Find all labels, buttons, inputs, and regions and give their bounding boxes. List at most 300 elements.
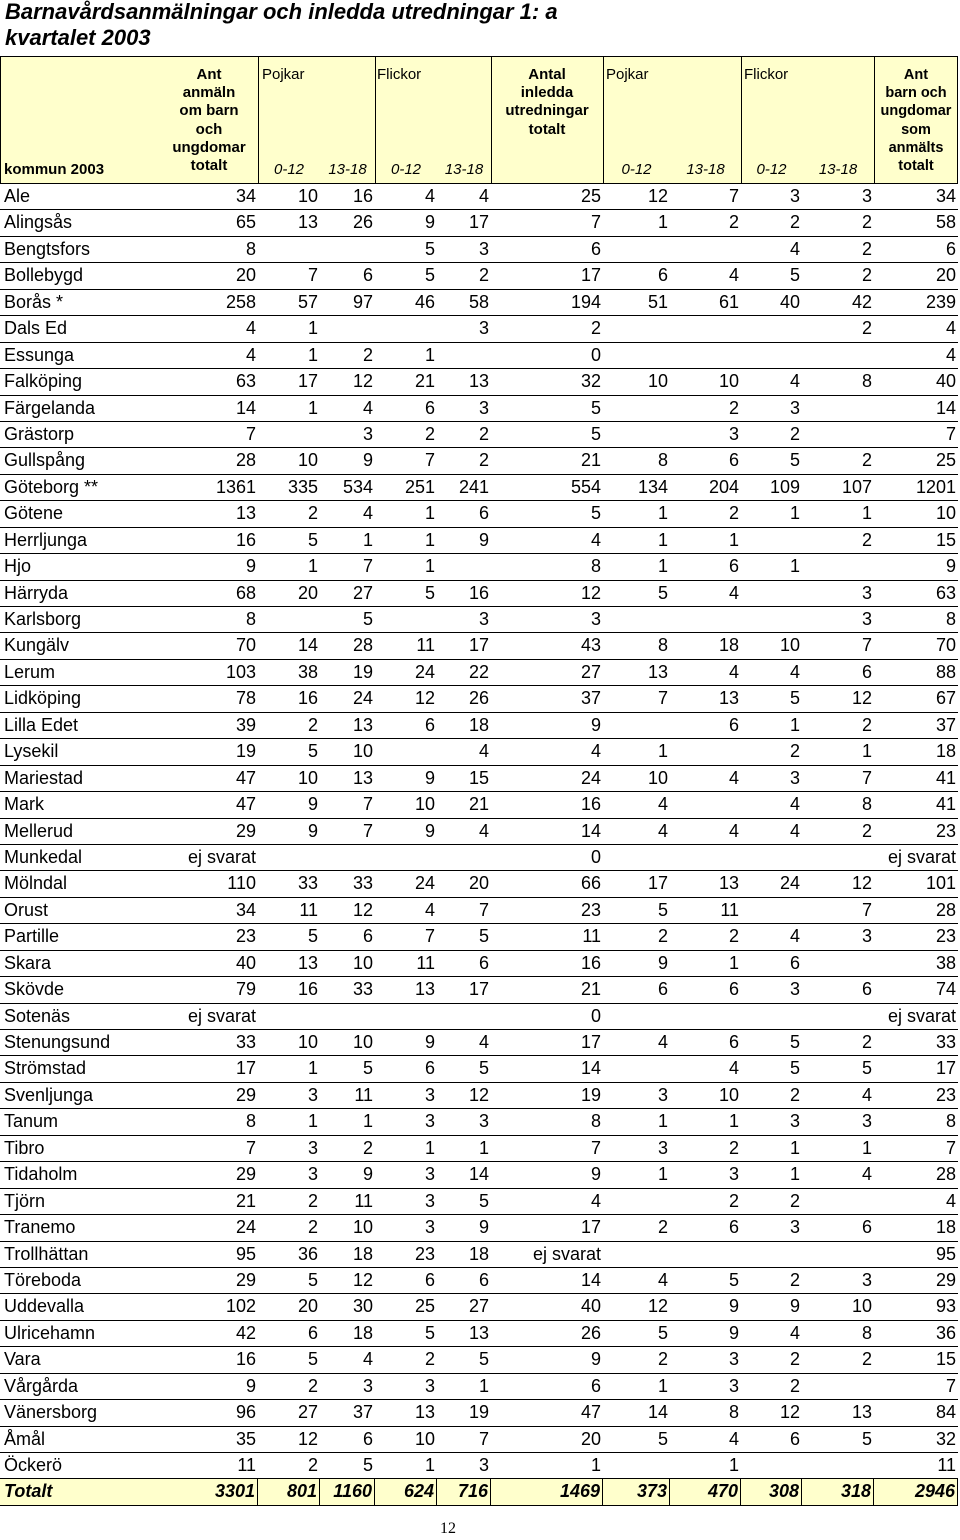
reports-girls-13-18-cell: 2	[478, 265, 489, 286]
investigations-girls-0-12-cell: 9	[789, 1296, 800, 1317]
reports-total-cell: 29	[235, 1084, 256, 1105]
children-reported-total-cell: 101	[925, 873, 956, 894]
investigations-boys-0-12-cell: 4	[657, 1269, 668, 1290]
investigations-boys-0-12-cell: 8	[657, 635, 668, 656]
reports-boys-13-18-cell: 7	[362, 794, 373, 815]
children-reported-total-cell: 38	[935, 952, 956, 973]
investigations-girls-0-12-cell: 109	[769, 476, 800, 497]
reports-girls-13-18-cell: 9	[478, 1217, 489, 1238]
children-reported-total-cell: 63	[935, 582, 956, 603]
investigations-girls-13-18-cell: 2	[861, 714, 872, 735]
children-reported-total-cell: ej svarat	[887, 1005, 956, 1026]
reports-girls-13-18-cell: 6	[478, 952, 489, 973]
table-row	[0, 237, 958, 263]
municipality-cell: Hjo	[4, 556, 32, 577]
investigations-boys-13-18-cell	[670, 316, 741, 341]
investigations-boys-0-12-cell: 7	[657, 688, 668, 709]
investigations-total-cell: 5	[590, 397, 601, 418]
investigations-total-cell: 4	[590, 741, 601, 762]
municipality-cell: Falköping	[4, 371, 83, 392]
table-row	[0, 819, 958, 845]
children-reported-total-cell: 18	[935, 1217, 956, 1238]
children-reported-total-cell: 41	[935, 767, 956, 788]
reports-boys-0-12-cell: 14	[297, 635, 318, 656]
reports-total-cell: 4	[245, 344, 256, 365]
reports-boys-13-18-cell: 24	[352, 688, 373, 709]
investigations-total-cell: 0	[590, 846, 601, 867]
table-row	[0, 951, 958, 977]
investigations-girls-13-18-cell: 6	[861, 1217, 872, 1238]
municipality-cell: Mölndal	[4, 873, 68, 894]
reports-girls-0-12-cell: 21	[414, 371, 435, 392]
investigations-girls-0-12-cell: 3	[789, 979, 800, 1000]
reports-girls-0-12-cell	[375, 1004, 437, 1029]
reports-girls-13-18-cell: 16	[468, 582, 489, 603]
investigations-girls-13-18-cell: 10	[851, 1296, 872, 1317]
children-reported-total-cell: 67	[935, 688, 956, 709]
investigations-total-cell: 26	[580, 1322, 601, 1343]
reports-boys-0-12-cell: 1	[307, 1111, 318, 1132]
investigations-boys-0-12-cell: 3	[657, 1084, 668, 1105]
reports-girls-0-12-cell: 1	[424, 529, 435, 550]
reports-boys-0-12-cell: 16	[297, 688, 318, 709]
header-children-total: Ant barn och ungdomar som anmälts totalt	[880, 67, 952, 175]
reports-girls-13-18-cell: 2	[478, 423, 489, 444]
children-reported-total-cell: 15	[935, 1349, 956, 1370]
reports-boys-0-12-cell: 20	[297, 582, 318, 603]
children-reported-total-cell: 25	[935, 450, 956, 471]
children-reported-total-cell: 15	[935, 529, 956, 550]
investigations-total-cell: 194	[570, 291, 601, 312]
reports-girls-0-12-cell: 7	[424, 450, 435, 471]
investigations-boys-0-12-cell: 9	[657, 952, 668, 973]
reports-girls-0-12-cell: 3	[424, 1217, 435, 1238]
reports-girls-13-18-cell: 58	[468, 291, 489, 312]
children-reported-total-cell: 20	[935, 265, 956, 286]
investigations-girls-0-12-cell: 4	[789, 661, 800, 682]
investigations-boys-13-18-cell: 1	[728, 529, 739, 550]
reports-total-cell: 8	[245, 609, 256, 629]
reports-girls-0-12-cell: 24	[414, 661, 435, 682]
reports-boys-13-18-cell: 1	[362, 1111, 373, 1132]
reports-boys-13-18-cell: 10	[352, 952, 373, 973]
reports-girls-13-18-cell: 3	[478, 318, 489, 339]
municipality-cell: Gullspång	[4, 450, 86, 471]
reports-girls-13-18-cell: 716	[437, 1479, 491, 1504]
table-row	[0, 501, 958, 527]
investigations-boys-0-12-cell	[603, 422, 670, 447]
reports-total-cell: 40	[235, 952, 256, 973]
investigations-boys-13-18-cell: 4	[728, 582, 739, 603]
children-reported-total-cell: 93	[935, 1296, 956, 1317]
table-row	[0, 554, 958, 580]
reports-girls-0-12-cell: 5	[424, 238, 435, 259]
reports-total-cell: 96	[235, 1402, 256, 1423]
reports-boys-13-18-cell: 9	[362, 450, 373, 471]
municipality-cell: Grästorp	[4, 423, 75, 444]
investigations-girls-13-18-cell: 2	[861, 212, 872, 233]
reports-girls-0-12-cell: 9	[424, 1032, 435, 1052]
reports-boys-0-12-cell: 3	[307, 1084, 318, 1105]
reports-girls-0-12-cell: 23	[414, 1243, 435, 1264]
reports-girls-13-18-cell: 5	[478, 1349, 489, 1370]
table-row	[0, 1347, 958, 1373]
table-row	[0, 1400, 958, 1426]
investigations-girls-13-18-cell: 1	[861, 1137, 872, 1158]
investigations-girls-13-18-cell: 13	[851, 1402, 872, 1423]
investigations-boys-0-12-cell: 5	[657, 899, 668, 920]
table-row	[0, 290, 958, 316]
investigations-boys-13-18-cell: 11	[720, 899, 739, 920]
table-row	[0, 871, 958, 897]
reports-boys-13-18-cell: 97	[352, 291, 373, 312]
investigations-boys-0-12-cell: 4	[657, 1032, 668, 1052]
investigations-boys-13-18-cell	[670, 1004, 741, 1029]
municipality-cell: Kungälv	[4, 635, 70, 656]
reports-total-cell: 35	[235, 1428, 256, 1449]
reports-total-cell: ej svarat	[187, 1005, 256, 1026]
reports-girls-0-12-cell: 6	[424, 1269, 435, 1290]
investigations-boys-13-18-cell: 13	[718, 873, 739, 894]
investigations-total-cell: 4	[590, 1190, 601, 1211]
investigations-girls-13-18-cell: 4	[861, 1164, 872, 1185]
reports-boys-0-12-cell	[258, 237, 320, 262]
children-reported-total-cell: 18	[935, 741, 956, 762]
children-reported-total-cell: 2946	[874, 1479, 958, 1504]
investigations-boys-13-18-cell: 18	[718, 635, 739, 656]
investigations-girls-0-12-cell	[741, 581, 802, 606]
investigations-girls-0-12-cell: 2	[789, 1269, 800, 1290]
reports-girls-13-18-cell: 5	[478, 926, 489, 947]
document-title: Barnavårdsanmälningar och inledda utredningar 1: a kvartalet 2003	[5, 0, 558, 50]
table-row	[0, 898, 958, 924]
reports-boys-13-18-cell: 4	[362, 503, 373, 524]
reports-total-cell: 8	[245, 238, 256, 259]
investigations-girls-13-18-cell: 2	[861, 1349, 872, 1370]
investigations-girls-0-12-cell: 3	[789, 397, 800, 418]
table-row	[0, 1004, 958, 1030]
reports-total-cell: ej svarat	[187, 846, 256, 867]
investigations-boys-0-12-cell	[603, 316, 670, 341]
reports-boys-13-18-cell	[320, 845, 375, 870]
reports-boys-0-12-cell: 5	[307, 1349, 318, 1370]
header-age-13-18: 13-18	[444, 161, 484, 178]
reports-boys-13-18-cell: 27	[352, 582, 373, 603]
municipality-cell: Partille	[4, 926, 60, 947]
reports-girls-0-12-cell: 3	[424, 1164, 435, 1185]
reports-girls-0-12-cell: 1	[424, 344, 435, 365]
investigations-girls-13-18-cell: 3	[861, 609, 872, 629]
reports-girls-0-12-cell: 4	[424, 186, 435, 206]
investigations-boys-13-18-cell: 8	[728, 1402, 739, 1423]
investigations-total-cell: 25	[580, 186, 601, 206]
municipality-cell: Härryda	[4, 582, 69, 603]
reports-boys-13-18-cell: 18	[352, 1322, 373, 1343]
investigations-boys-0-12-cell: 1	[657, 212, 668, 233]
reports-total-cell: 9	[245, 556, 256, 577]
reports-total-cell: 4	[245, 318, 256, 339]
reports-total-cell: 29	[235, 1164, 256, 1185]
table-row	[0, 739, 958, 765]
municipality-cell: Mellerud	[4, 820, 74, 841]
table-row	[0, 633, 958, 659]
table-row	[0, 845, 958, 871]
reports-boys-0-12-cell: 13	[297, 952, 318, 973]
investigations-total-cell: 14	[580, 1269, 601, 1290]
reports-total-cell: 29	[235, 1269, 256, 1290]
reports-total-cell: 110	[227, 873, 256, 894]
reports-total-cell: 39	[235, 714, 256, 735]
investigations-total-cell: 5	[590, 503, 601, 524]
reports-total-cell: 95	[235, 1243, 256, 1264]
reports-boys-0-12-cell: 33	[297, 873, 318, 894]
investigations-girls-13-18-cell	[802, 1374, 874, 1399]
reports-boys-13-18-cell: 37	[352, 1402, 373, 1423]
reports-boys-13-18-cell: 2	[362, 344, 373, 365]
investigations-girls-13-18-cell: 3	[861, 582, 872, 603]
reports-girls-13-18-cell: 26	[468, 688, 489, 709]
municipality-cell: Vänersborg	[4, 1402, 98, 1423]
children-reported-total-cell: 88	[935, 661, 956, 682]
reports-girls-0-12-cell: 251	[404, 476, 435, 497]
investigations-total-cell: 9	[590, 714, 601, 735]
children-reported-total-cell: ej svarat	[887, 846, 956, 867]
reports-boys-13-18-cell: 18	[352, 1243, 373, 1264]
investigations-boys-0-12-cell: 10	[647, 371, 668, 392]
reports-boys-0-12-cell: 3	[307, 1164, 318, 1185]
investigations-total-cell: 2	[590, 318, 601, 339]
municipality-cell: Ale	[4, 186, 31, 206]
reports-boys-13-18-cell: 3	[362, 423, 373, 444]
investigations-girls-13-18-cell: 3	[861, 186, 872, 206]
investigations-total-cell: 6	[590, 1375, 601, 1396]
table-row	[0, 1453, 958, 1479]
reports-girls-13-18-cell	[437, 554, 491, 579]
reports-girls-0-12-cell: 11	[416, 635, 435, 656]
reports-girls-0-12-cell: 7	[424, 926, 435, 947]
table-row	[0, 660, 958, 686]
reports-total-cell: 7	[245, 1137, 256, 1158]
investigations-total-cell: 21	[580, 450, 601, 471]
reports-girls-13-18-cell: 14	[468, 1164, 489, 1185]
investigations-boys-13-18-cell: 7	[728, 186, 739, 206]
header-age-13-18: 13-18	[328, 161, 367, 178]
reports-total-cell: 65	[235, 212, 256, 233]
investigations-boys-0-12-cell: 8	[657, 450, 668, 471]
reports-boys-0-12-cell: 5	[307, 1269, 318, 1290]
reports-boys-13-18-cell: 10	[352, 1032, 373, 1052]
reports-total-cell: 47	[235, 794, 256, 815]
reports-girls-13-18-cell	[437, 343, 491, 368]
reports-boys-0-12-cell: 20	[297, 1296, 318, 1317]
investigations-boys-13-18-cell: 470	[670, 1479, 741, 1504]
investigations-girls-0-12-cell: 1	[789, 556, 800, 577]
table-row	[0, 1294, 958, 1320]
reports-boys-13-18-cell: 6	[362, 926, 373, 947]
investigations-girls-13-18-cell: 2	[861, 238, 872, 259]
investigations-boys-0-12-cell: 12	[647, 1296, 668, 1317]
reports-girls-0-12-cell: 3	[424, 1111, 435, 1132]
children-reported-total-cell: 7	[945, 1137, 956, 1158]
reports-boys-0-12-cell: 1	[307, 344, 318, 365]
reports-total-cell: 34	[235, 899, 256, 920]
reports-boys-13-18-cell: 1160	[320, 1479, 375, 1504]
reports-girls-13-18-cell: 5	[478, 1190, 489, 1211]
municipality-cell: Bengtsfors	[4, 238, 91, 259]
municipality-cell: Töreboda	[4, 1269, 82, 1290]
reports-girls-0-12-cell: 4	[424, 899, 435, 920]
investigations-total-cell: 11	[582, 926, 601, 947]
table-row	[0, 713, 958, 739]
investigations-boys-13-18-cell: 4	[728, 1058, 739, 1079]
investigations-girls-0-12-cell: 40	[779, 291, 800, 312]
investigations-boys-0-12-cell: 1	[657, 529, 668, 550]
investigations-girls-13-18-cell: 42	[851, 291, 872, 312]
investigations-girls-13-18-cell: 2	[861, 265, 872, 286]
table-row	[0, 581, 958, 607]
investigations-boys-13-18-cell: 1	[728, 952, 739, 973]
investigations-boys-0-12-cell: 51	[647, 291, 668, 312]
reports-girls-0-12-cell: 6	[424, 714, 435, 735]
investigations-boys-0-12-cell: 14	[647, 1402, 668, 1423]
table-row	[0, 792, 958, 818]
municipality-cell: Ulricehamn	[4, 1322, 96, 1343]
reports-girls-0-12-cell: 1	[424, 503, 435, 524]
reports-boys-13-18-cell: 11	[354, 1190, 373, 1211]
reports-total-cell: 13	[235, 503, 256, 524]
reports-girls-13-18-cell: 4	[478, 820, 489, 841]
reports-boys-13-18-cell: 4	[362, 397, 373, 418]
municipality-cell: Vårgårda	[4, 1375, 79, 1396]
investigations-boys-0-12-cell	[603, 1189, 670, 1214]
investigations-girls-13-18-cell: 7	[861, 899, 872, 920]
reports-boys-13-18-cell: 16	[352, 186, 373, 206]
reports-girls-0-12-cell: 1	[424, 1137, 435, 1158]
table-row	[0, 766, 958, 792]
investigations-girls-13-18-cell: 6	[861, 979, 872, 1000]
municipality-cell: Mark	[4, 794, 44, 815]
municipality-cell: Tibro	[4, 1137, 45, 1158]
investigations-boys-0-12-cell	[603, 237, 670, 262]
children-reported-total-cell: 28	[935, 899, 956, 920]
investigations-boys-13-18-cell: 3	[728, 1375, 739, 1396]
reports-boys-13-18-cell: 5	[362, 1455, 373, 1475]
reports-boys-13-18-cell: 33	[352, 873, 373, 894]
children-reported-total-cell: 58	[935, 212, 956, 233]
investigations-boys-13-18-cell: 3	[728, 423, 739, 444]
reports-girls-13-18-cell: 18	[468, 1243, 489, 1264]
investigations-total-cell: 19	[580, 1084, 601, 1105]
investigations-boys-0-12-cell	[603, 1004, 670, 1029]
table-row	[0, 210, 958, 236]
reports-girls-13-18-cell: 22	[468, 661, 489, 682]
reports-boys-0-12-cell: 10	[297, 450, 318, 471]
reports-boys-0-12-cell: 7	[307, 265, 318, 286]
investigations-boys-13-18-cell: 61	[718, 291, 739, 312]
reports-girls-13-18-cell: 241	[458, 476, 489, 497]
children-reported-total-cell: 95	[935, 1243, 956, 1264]
municipality-cell: Dals Ed	[4, 318, 68, 339]
investigations-boys-13-18-cell	[670, 845, 741, 870]
reports-total-cell: 68	[235, 582, 256, 603]
header-age-13-18: 13-18	[818, 161, 858, 178]
municipality-cell: Borås *	[4, 291, 64, 312]
reports-girls-13-18-cell: 3	[478, 609, 489, 629]
investigations-total-cell: 9	[590, 1349, 601, 1370]
children-reported-total-cell: 8	[945, 609, 956, 629]
reports-girls-0-12-cell: 24	[414, 873, 435, 894]
page-number: 12	[440, 1520, 456, 1537]
reports-boys-0-12-cell: 801	[258, 1479, 320, 1504]
investigations-girls-0-12-cell	[741, 528, 802, 553]
table-row	[0, 1083, 958, 1109]
children-reported-total-cell: 37	[935, 714, 956, 735]
header-boys-investigations: Pojkar	[606, 66, 649, 83]
investigations-girls-0-12-cell: 3	[789, 1217, 800, 1238]
investigations-boys-0-12-cell: 1	[657, 1111, 668, 1132]
investigations-girls-0-12-cell: 3	[789, 186, 800, 206]
investigations-girls-13-18-cell: 5	[861, 1428, 872, 1449]
investigations-total-cell: 20	[580, 1428, 601, 1449]
reports-girls-0-12-cell: 9	[424, 820, 435, 841]
investigations-boys-13-18-cell: 9	[728, 1322, 739, 1343]
investigations-boys-13-18-cell: 5	[728, 1269, 739, 1290]
investigations-girls-0-12-cell	[741, 1004, 802, 1029]
reports-girls-0-12-cell: 9	[424, 212, 435, 233]
municipality-cell: Tanum	[4, 1111, 59, 1132]
investigations-boys-13-18-cell: 4	[728, 820, 739, 841]
children-reported-total-cell: 84	[935, 1402, 956, 1423]
header-boys-reports: Pojkar	[262, 66, 305, 83]
investigations-boys-13-18-cell	[670, 792, 741, 817]
children-reported-total-cell: 14	[935, 397, 956, 418]
investigations-total-cell: 40	[580, 1296, 601, 1317]
investigations-boys-13-18-cell: 4	[728, 265, 739, 286]
reports-boys-13-18-cell	[320, 1004, 375, 1029]
municipality-cell: Åmål	[4, 1428, 46, 1449]
reports-boys-0-12-cell: 2	[307, 714, 318, 735]
municipality-cell: Strömstad	[4, 1058, 87, 1079]
children-reported-total-cell: 23	[935, 926, 956, 947]
investigations-girls-0-12-cell: 4	[789, 820, 800, 841]
investigations-girls-0-12-cell: 3	[789, 1111, 800, 1132]
investigations-total-cell: 47	[580, 1402, 601, 1423]
investigations-girls-0-12-cell: 6	[789, 1428, 800, 1449]
investigations-boys-13-18-cell: 204	[708, 476, 739, 497]
reports-girls-13-18-cell: 2	[478, 450, 489, 471]
table-row	[0, 607, 958, 633]
investigations-girls-13-18-cell: 2	[861, 318, 872, 339]
reports-girls-0-12-cell: 13	[414, 979, 435, 1000]
reports-girls-13-18-cell: 15	[468, 767, 489, 788]
reports-girls-0-12-cell: 11	[416, 952, 435, 973]
reports-girls-13-18-cell: 6	[478, 503, 489, 524]
investigations-boys-0-12-cell: 1	[657, 503, 668, 524]
table-row	[0, 528, 958, 554]
reports-boys-0-12-cell: 9	[307, 794, 318, 815]
children-reported-total-cell: 17	[935, 1058, 956, 1079]
table-row	[0, 1162, 958, 1188]
reports-boys-0-12-cell: 2	[307, 1190, 318, 1211]
reports-girls-13-18-cell: 3	[478, 1111, 489, 1132]
children-reported-total-cell: 36	[935, 1322, 956, 1343]
municipality-cell: Skara	[4, 952, 52, 973]
reports-total-cell: 28	[235, 450, 256, 471]
table-row	[0, 1136, 958, 1162]
children-reported-total-cell: 41	[935, 794, 956, 815]
municipality-cell: Orust	[4, 899, 49, 920]
header-age-13-18: 13-18	[686, 161, 725, 178]
